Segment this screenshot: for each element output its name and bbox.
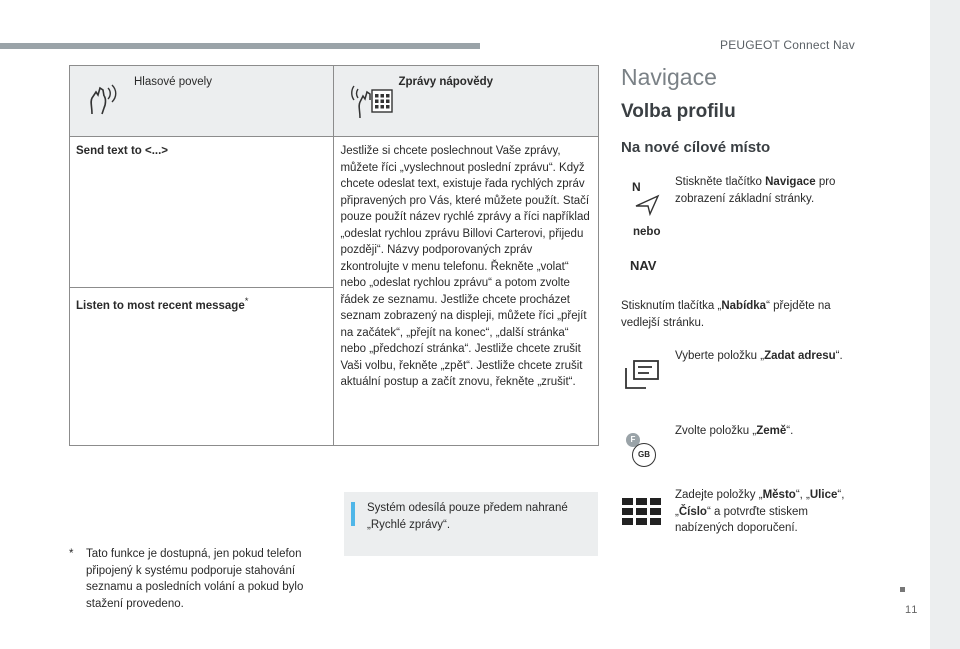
footnote-text: Tato funkce je dostupná, jen pokud telefon připojený k systému podporuje stahování seznamu a posledních volání a pokud bylo stažení provedeno. bbox=[86, 548, 304, 610]
nebo-label: nebo bbox=[633, 226, 661, 238]
country-icon bbox=[626, 433, 658, 465]
table-cell-command bbox=[70, 137, 334, 288]
voice-help-icon bbox=[350, 82, 394, 126]
voice-hand-icon bbox=[86, 82, 122, 122]
step-country: Zvolte položku „Země“. bbox=[675, 425, 794, 437]
info-icon-dot bbox=[351, 520, 355, 526]
nav-icon-letter: N bbox=[632, 180, 641, 194]
voice-commands-table bbox=[69, 65, 599, 446]
section-subtitle: Volba profilu bbox=[621, 101, 736, 122]
header-help-label: Zprávy nápovědy bbox=[398, 76, 494, 88]
nav-button-label: NAV bbox=[630, 258, 657, 273]
step-city-street-number: Zadejte položky „Město“, „Ulice“, „Číslo“ a potvrďte stiskem nabízených doporučení. bbox=[675, 489, 845, 534]
country-f-badge: F bbox=[626, 433, 640, 447]
table-cell-command bbox=[70, 288, 334, 446]
footnote-marker: * bbox=[244, 296, 249, 307]
country-gb-badge: GB bbox=[632, 443, 656, 467]
help-text: Jestliže si chcete poslechnout Vaše zprávy, můžete říci „vyslechnout poslední zprávu“. Když chcete odeslat text, existuje řada rychlých zpráv připravených pro Vás, které můžete použít. Stačí pouze použít název rychlé zprávy a říci například „odeslat rychlou zprávu Billovi Carterovi, přijedu později“. Názvy podporovaných zpráv zkontrolujte v menu telefonu. Řekněte „volat“ nebo „odeslat rychlou zprávu“ a potom zvolte řádek ze seznamu. Jestliže chcete procházet seznam zobrazený na displeji, můžete říci „přejít na začátek“, „přejít na konec“, „další stránka“ nebo „předchozí stránka“. Jestliže chcete zrušit Vaši volbu, řekněte „zpět“. Jestliže chcete zrušit aktuální postup a začít znovu, řekněte „zrušit“. bbox=[340, 145, 590, 388]
page-side-strip bbox=[930, 0, 960, 649]
footnote-star: * bbox=[69, 548, 74, 560]
continuation-mark bbox=[900, 587, 905, 592]
section-heading: Na nové cílové místo bbox=[621, 139, 771, 156]
command-send-text: Send text to <...> bbox=[76, 145, 169, 157]
page-number: 11 bbox=[905, 604, 919, 616]
step-navigation: Stiskněte tlačítko Navigace pro zobrazení základní stránky. bbox=[675, 176, 836, 205]
table-header-help bbox=[334, 66, 599, 137]
command-listen-recent: Listen to most recent message bbox=[76, 299, 245, 312]
header-commands-label: Hlasové povely bbox=[134, 76, 212, 88]
address-entry-icon bbox=[622, 358, 662, 395]
brand-title: PEUGEOT Connect Nav bbox=[720, 38, 855, 52]
table-header-commands bbox=[70, 66, 334, 137]
section-title: Navigace bbox=[621, 64, 717, 90]
table-cell-help bbox=[334, 137, 599, 446]
keypad-icon bbox=[622, 498, 662, 531]
compass-arrow-icon bbox=[634, 194, 660, 216]
step-menu: Stisknutím tlačítka „Nabídka“ přejděte na vedlejší stránku. bbox=[621, 300, 831, 329]
header-rule bbox=[0, 43, 480, 49]
step-enter-address: Vyberte položku „Zadat adresu“. bbox=[675, 350, 843, 362]
info-note-text: Systém odesílá pouze předem nahrané „Rychlé zprávy“. bbox=[367, 502, 568, 531]
